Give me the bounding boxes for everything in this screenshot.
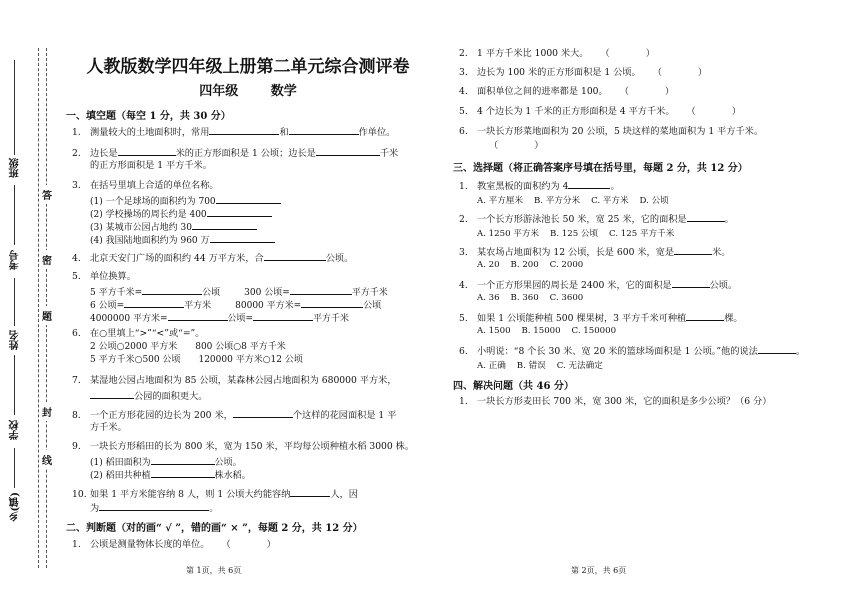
section-choice-title: 三、选择题（将正确答案序号填在括号里，每题 2 分，共 12 分） bbox=[453, 163, 748, 174]
answer-blank[interactable] bbox=[233, 407, 293, 418]
answer-blank[interactable] bbox=[301, 297, 363, 308]
choice-q1: 1. 教室黑板的面积约为 4 。 bbox=[459, 178, 620, 194]
option-a[interactable]: A. 正确 bbox=[477, 361, 506, 371]
choice-q3: 3. 某农场占地面积为 12 公顷，长是 600 米，宽是 米。 bbox=[459, 244, 730, 260]
answer-blank[interactable] bbox=[672, 277, 710, 288]
name-underline bbox=[14, 278, 15, 326]
option-c[interactable]: C. 125 平方千米 bbox=[609, 229, 675, 239]
option-b[interactable]: B. 平方分米 bbox=[533, 196, 581, 206]
judge-q5: 5. 4 个边长为 1 千米的正方形面积是 4 平方千米。 （ ） bbox=[459, 106, 741, 117]
answer-blank[interactable] bbox=[758, 343, 796, 354]
option-b[interactable]: B. 错误 bbox=[516, 361, 546, 371]
choice-q5: 5. 如果 1 公顷能种植 500 棵果树，3 平方千米可种植 棵。 bbox=[459, 310, 743, 326]
page-number-right: 第 2页，共 6页 bbox=[571, 566, 627, 575]
answer-blank[interactable] bbox=[290, 486, 330, 497]
option-b[interactable]: B. 15000 bbox=[521, 326, 561, 336]
choice-q5-options bbox=[477, 326, 616, 336]
fill-q3-sub3: (3) 某城市公园占地约 30 bbox=[90, 219, 257, 235]
option-d[interactable]: D. 公顷 bbox=[639, 196, 669, 206]
answer-blank[interactable] bbox=[568, 178, 610, 189]
fill-q7: 7. 某湿地公园占地面积为 85 公顷，某森林公园占地面积为 680000 平方米， bbox=[72, 375, 397, 386]
answer-blank[interactable] bbox=[209, 124, 279, 135]
judge-q6: 6. 一块长方形菜地面积为 20 公顷，5 块这样的菜地面积为 1 平方千米。 bbox=[459, 126, 764, 137]
option-c[interactable]: C. 2000 bbox=[549, 260, 584, 270]
binding-margin bbox=[0, 0, 60, 607]
judge-q4: 4. 面积单位之间的进率都是 100。 （ ） bbox=[459, 86, 675, 97]
fill-q2: 2. 边长是 米的正方形面积是 1 公顷；边长是 千米 bbox=[72, 145, 398, 161]
choice-q3-options bbox=[477, 260, 583, 270]
fill-q5-row2: 6 公顷= 平方米 80000 平方米= 公顷 bbox=[90, 297, 381, 313]
answer-blank[interactable] bbox=[151, 454, 215, 465]
choice-q6-options bbox=[477, 359, 603, 371]
section-judge-title: 二、判断题（对的画“ √ ”，错的画“ × ”，每题 2 分，共 12 分） bbox=[66, 523, 363, 534]
answer-blank[interactable] bbox=[316, 145, 380, 156]
choice-q1-options bbox=[477, 194, 669, 206]
fill-q6-row1: 2 公顷○2000 平方米 800 公顷○8 平方千米 bbox=[90, 342, 286, 352]
exam-title: 人教版数学四年级上册第二单元综合测评卷 bbox=[86, 57, 410, 77]
answer-blank[interactable] bbox=[264, 250, 326, 261]
seal-char: 答 bbox=[42, 185, 52, 204]
option-c[interactable]: C. 无法确定 bbox=[556, 361, 603, 371]
fill-q3: 3. 在括号里填上合适的单位名称。 bbox=[72, 180, 219, 191]
choice-q4: 4. 一个正方形果园的周长是 2400 米，它的面积是 公顷。 bbox=[459, 277, 737, 293]
fill-q9-sub2: (2) 稻田共种植 株水稻。 bbox=[90, 467, 251, 483]
school-underline bbox=[14, 355, 15, 415]
fill-q8-cont: 方千米。 bbox=[90, 422, 127, 433]
fill-q6-row2: 5 平方千米○500 公顷 120000 平方米○12 公顷 bbox=[90, 355, 303, 365]
choice-q2: 2. 一个长方形游泳池长 50 米，宽 25 米，它的面积是 。 bbox=[459, 211, 734, 227]
town-label: 乡(镇) bbox=[10, 492, 21, 522]
exam-no-label: 考号 bbox=[10, 250, 21, 270]
fill-q5: 5. 单位换算。 bbox=[72, 271, 136, 282]
fill-q1: 1. 测量较大的土地面积时，常用 和 作单位。 bbox=[72, 124, 395, 140]
choice-q6: 6. 小明说：“8 个长 30 米、宽 20 米的篮球场面积是 1 公顷。”他的说法 。 bbox=[459, 343, 805, 359]
option-a[interactable]: A. 1500 bbox=[477, 326, 511, 336]
grade-label: 四年级 bbox=[199, 84, 239, 99]
seal-char: 线 bbox=[42, 450, 52, 469]
answer-blank[interactable] bbox=[686, 310, 724, 321]
answer-blank[interactable] bbox=[142, 284, 202, 295]
fill-q3-sub1: (1) 一个足球场的面积约为 700 bbox=[90, 193, 281, 209]
fill-q5-row3: 4000000 平方米= 公顷= 平方千米 bbox=[90, 310, 349, 326]
answer-blank[interactable] bbox=[289, 124, 359, 135]
exam-no-underline bbox=[14, 185, 15, 245]
judge-q6-paren: （ ） bbox=[489, 140, 544, 151]
answer-blank[interactable] bbox=[168, 310, 228, 321]
answer-blank[interactable] bbox=[290, 284, 352, 295]
seal-char: 密 bbox=[42, 250, 52, 269]
answer-blank[interactable] bbox=[210, 232, 275, 243]
option-b[interactable]: B. 200 bbox=[510, 260, 539, 270]
option-b[interactable]: B. 125 公顷 bbox=[550, 229, 599, 239]
fill-q4: 4. 北京天安门广场的面积约 44 万平方米，合 公顷。 bbox=[72, 250, 353, 266]
fill-q2-cont: 的正方形面积是 1 平方千米。 bbox=[90, 160, 212, 171]
judge-q3: 3. 边长为 100 米的正方形面积是 1 公顷。 （ ） bbox=[459, 67, 708, 78]
answer-blank[interactable] bbox=[151, 467, 215, 478]
fill-q8: 8. 一个正方形花园的边长为 200 米， 个这样的花园面积是 1 平 bbox=[72, 407, 396, 423]
class-label: 班级 bbox=[10, 158, 21, 178]
option-c[interactable]: C. 平方米 bbox=[591, 196, 629, 206]
fill-q7-cont: 公园的面积更大。 bbox=[90, 388, 208, 404]
fill-q3-sub4: (4) 我国陆地面积约为 960 万 bbox=[90, 232, 275, 248]
answer-blank[interactable] bbox=[216, 193, 281, 204]
option-a[interactable]: A. 平方厘米 bbox=[477, 196, 524, 206]
choice-q2-options bbox=[477, 227, 674, 239]
choice-q4-options bbox=[477, 293, 583, 303]
fill-q3-sub2: (2) 学校操场的周长约是 400 bbox=[90, 206, 272, 222]
fold-line bbox=[38, 48, 39, 568]
judge-q2: 2. 1 平方千米比 1000 米大。 （ ） bbox=[459, 48, 655, 59]
option-a[interactable]: A. 20 bbox=[477, 260, 500, 270]
judge-q1: 1. 公顷是测量物体长度的单位。 （ ） bbox=[72, 539, 276, 550]
answer-blank[interactable] bbox=[90, 388, 134, 399]
answer-blank[interactable] bbox=[192, 219, 257, 230]
fill-q9: 9. 一块长方形稻田的长为 800 米，宽为 150 米，平均每公顷种植水稻 3000 株。 bbox=[72, 441, 415, 452]
fill-q9-sub1: (1) 稻田面积为 公顷。 bbox=[90, 454, 242, 470]
name-label: 姓名 bbox=[10, 330, 21, 350]
answer-blank[interactable] bbox=[253, 310, 313, 321]
fill-q5-row1: 5 平方千米= 公顷 300 公顷= 平方千米 bbox=[90, 284, 388, 300]
town-underline bbox=[14, 448, 15, 488]
answer-blank[interactable] bbox=[674, 244, 712, 255]
grade-subject bbox=[68, 80, 428, 99]
option-a[interactable]: A. 36 bbox=[477, 293, 500, 303]
option-c[interactable]: C. 3600 bbox=[549, 293, 584, 303]
subject-label: 数学 bbox=[270, 84, 297, 99]
answer-blank[interactable] bbox=[118, 145, 176, 156]
solve-q1: 1. 一块长方形麦田长 700 米，宽 300 米，它的面积是多少公顷？（6 分） bbox=[459, 396, 772, 407]
fill-q10-cont: 为 。 bbox=[90, 500, 218, 516]
option-a[interactable]: A. 1250 平方米 bbox=[477, 229, 540, 239]
fill-q6: 6. 在○里填上“>”“<”或“=”。 bbox=[72, 328, 205, 339]
section-solve-title: 四、解决问题（共 46 分） bbox=[453, 381, 574, 392]
class-underline bbox=[14, 60, 15, 155]
answer-blank[interactable] bbox=[99, 500, 209, 511]
fill-q10: 10. 如果 1 平方米能容纳 8 人，则 1 公顷大约能容纳 人，因 bbox=[72, 486, 358, 502]
option-c[interactable]: C. 150000 bbox=[571, 326, 617, 336]
seal-char: 题 bbox=[42, 306, 52, 325]
answer-blank[interactable] bbox=[124, 297, 184, 308]
answer-blank[interactable] bbox=[207, 206, 272, 217]
page-number-left: 第 1页，共 6页 bbox=[186, 566, 242, 575]
school-label: 学校 bbox=[10, 420, 21, 440]
option-b[interactable]: B. 360 bbox=[510, 293, 539, 303]
answer-blank[interactable] bbox=[687, 211, 725, 222]
section-fill-title: 一、填空题（每空 1 分，共 30 分） bbox=[66, 111, 231, 122]
seal-char: 封 bbox=[42, 402, 52, 421]
